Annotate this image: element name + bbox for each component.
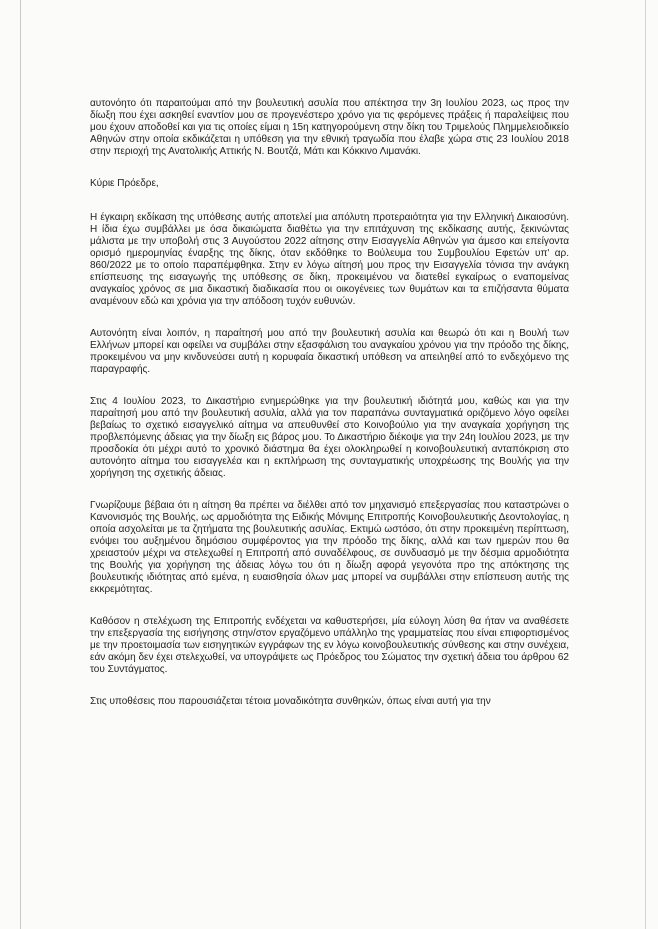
paragraph-court-notification: Στις 4 Ιουλίου 2023, το Δικαστήριο ενημερώθηκε για την βουλευτική ιδιότητά μου, καθώς και για την παραίτησή μου από την βουλευτική ασυλία, αλλά για τον παραπάνω συνταγματικά οριζόμενο λόγο οφείλει βεβαίως το σχετικό εισαγγελικό αίτημα να απευθυνθεί στο Κοινοβούλιο για την αναγκαία χορήγηση της προβλεπόμενης άδειας για την δίωξη εις βάρος μου. Το Δικαστήριο διέκοψε για την 24η Ιουλίου 2023, με την προσδοκία ότι μέχρι αυτό το χρονικό διάστημα θα έχει ολοκληρωθεί η κοινοβουλευτική ανταπόκριση στο αυτονόητο αίτημα του εισαγγελέα και η εκπλήρωση της συνταγματικής υποχρέωσης της Βουλής για την χορήγηση της σχετικής άδειας. <box>90 396 569 479</box>
paragraph-timely-trial: Η έγκαιρη εκδίκαση της υπόθεσης αυτής αποτελεί μια απόλυτη προτεραιότητα για την Ελληνική Δικαιοσύνη. Η ίδια έχω συμβάλλει με όσα δικαιώματα διαθέτω για την επιτάχυνση της εκδίκασης αυτής, ξεκινώντας μάλιστα με την υποβολή στις 3 Αυγούστου 2022 αίτησης στην Εισαγγελία Αθηνών για άμεσο και επείγοντα ορισμό ημερομηνίας έναρξης της δίκης, όταν εκδόθηκε το Βούλευμα του Συμβουλίου Εφετών υπ' αρ. 860/2022 με το οποίο παραπέμφθηκα. Στην εν λόγω αίτησή μου προς την Εισαγγελία τόνισα την ανάγκη επίσπευσης της εισαγωγής της υπόθεσης σε δίκη, προκειμένου να διατεθεί εγκαίρως ο εναπομείνας αναγκαίος χρόνος σε μια δικαστική διαδικασία που οι οικογένειες των θυμάτων και τα επιζήσαντα θύματα αναμένουν εδώ και χρόνια για την απόδοση τυχόν ευθυνών. <box>90 212 569 307</box>
page-left-border <box>20 0 21 929</box>
paragraph-proposed-solution: Καθόσον η στελέχωση της Επιτροπής ενδέχεται να καθυστερήσει, μία εύλογη λύση θα ήταν να αναθέσετε την επεξεργασία της εισήγησης στην/στον εργαζόμενο υπάλληλο της γραμματείας που είναι επιφορτισμένος με την προετοιμασία των εισηγητικών εγγράφων της εν λόγω κοινοβουλευτικής σύνθεσης και στην συνέχεια, εάν ακόμη δεν έχει στελεχωθεί, να υπογράψετε ως Πρόεδρος του Σώματος την σχετική άδεια του άρθρου 62 του Συντάγματος. <box>90 616 569 675</box>
page-right-border <box>645 0 646 929</box>
salutation: Κύριε Πρόεδρε, <box>90 178 159 189</box>
paragraph-closing-fragment: Στις υποθέσεις που παρουσιάζεται τέτοια μοναδικότητα συνθηκών, όπως είναι αυτή για την <box>90 696 491 707</box>
paragraph-immunity-waiver: αυτονόητο ότι παραιτούμαι από την βουλευτική ασυλία που απέκτησα την 3η Ιουλίου 2023, ως προς την δίωξη που έχει ασκηθεί εναντίον μου σε προγενέστερο χρόνο για τις φερόμενες πράξεις ή παραλείψεις που μου έχουν αποδοθεί και για τις οποίες είμαι η 15η κατηγορούμενη στην δίκη του Τριμελούς Πλημμελειοδικείο Αθηνών στην οποία εκδικάζεται η υπόθεση για την εθνική τραγωδία που έλαβε χώρα στις 23 Ιουλίου 2018 στην περιοχή της Ανατολικής Αττικής Ν. Βουτζά, Μάτι και Κόκκινο Λιμανάκι. <box>90 98 569 157</box>
letter-body <box>90 98 569 728</box>
paragraph-ethics-committee: Γνωρίζουμε βέβαια ότι η αίτηση θα πρέπει να διέλθει από τον μηχανισμό επεξεργασίας που καταστρώνει ο Κανονισμός της Βουλής, ως αρμοδιότητα της Ειδικής Μόνιμης Επιτροπής Κοινοβουλευτικής Δεοντολογίας, η οποία ασχολείται με τα ζητήματα της βουλευτικής ασυλίας. Εκτιμώ ωστόσο, ότι στην προκειμένη περίπτωση, ενόψει του αυξημένου δημόσιου συμφέροντος για την πρόοδο της δίκης, αλλά και των ημερών που θα χρειαστούν μέχρι να στελεχωθεί η Επιτροπή από συναδέλφους, σε συνδυασμό με την δέσμια αρμοδιότητα της Βουλής για χορήγηση της άδειας λόγω του ότι η δίωξη αφορά γεγονότα προ της απόκτησης της βουλευτικής ιδιότητας από εμένα, η ευαισθησία όλων μας μπορεί να συμβάλλει στην επίσπευση αυτής της εκκρεμότητας. <box>90 500 569 595</box>
paragraph-parliament-role: Αυτονόητη είναι λοιπόν, η παραίτησή μου από την βουλευτική ασυλία και θεωρώ ότι και η Βουλή των Ελλήνων μπορεί και οφείλει να συμβάλει στην εξασφάλιση του αναγκαίου χρόνου για την πρόοδο της δίκης, προκειμένου να μην κινδυνεύσει αυτή η κορυφαία δικαστική υπόθεση να απειληθεί από το ενδεχόμενο της παραγραφής. <box>90 328 569 375</box>
